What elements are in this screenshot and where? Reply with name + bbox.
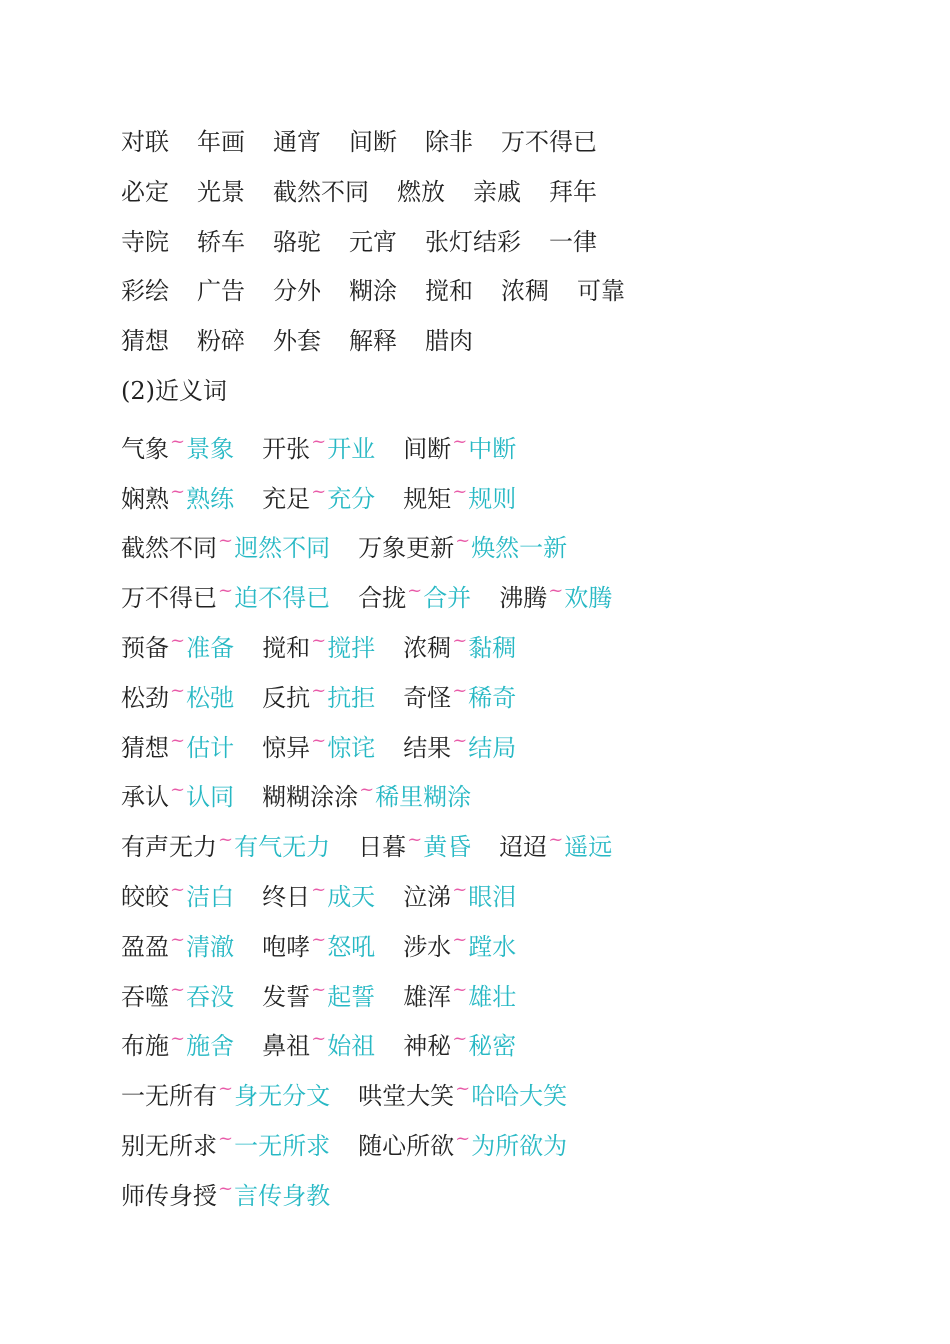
source-word: 规矩 [403, 484, 452, 513]
synonym-separator: ~ [548, 829, 564, 851]
synonym-separator: ~ [452, 878, 468, 900]
synonym-row [121, 1014, 901, 1064]
synonym-separator: ~ [359, 779, 375, 801]
source-word: 发誓 [262, 982, 311, 1011]
source-word: 万象更新 [358, 534, 455, 563]
vocabulary-word: 寺院 [121, 227, 169, 256]
synonym-separator: ~ [311, 1028, 327, 1050]
vocabulary-word: 对联 [121, 128, 169, 156]
synonym-word: 始祖 [327, 1032, 376, 1061]
vocabulary-word: 光景 [197, 177, 245, 206]
synonym-separator: ~ [170, 928, 186, 950]
synonyms-heading-line [121, 367, 901, 417]
synonym-word: 吞没 [186, 982, 235, 1011]
word-row [121, 267, 901, 317]
source-word: 糊糊涂涂 [262, 783, 359, 812]
source-word: 娴熟 [121, 484, 169, 513]
synonym-pair [358, 1114, 567, 1172]
source-word: 承认 [121, 783, 169, 812]
word-row [121, 317, 901, 367]
synonym-word: 成天 [327, 882, 376, 911]
synonym-separator: ~ [311, 928, 327, 950]
source-word: 随心所欲 [358, 1131, 455, 1160]
vocabulary-word: 年画 [197, 128, 245, 156]
vocabulary-word: 糊涂 [349, 277, 397, 306]
synonym-separator: ~ [170, 978, 186, 1000]
synonym-separator: ~ [170, 480, 186, 502]
synonym-separator: ~ [170, 729, 186, 751]
synonym-separator: ~ [452, 729, 468, 751]
synonym-word: 熟练 [186, 484, 235, 513]
document-page [121, 118, 901, 1214]
vocabulary-word: 亲戚 [473, 177, 521, 206]
vocabulary-word: 可靠 [577, 277, 625, 306]
synonym-word: 黏稠 [468, 633, 517, 662]
synonym-list [121, 417, 901, 1214]
vocabulary-word: 燃放 [397, 177, 445, 206]
source-word: 皎皎 [121, 882, 169, 911]
synonym-separator: ~ [407, 580, 423, 602]
synonym-word: 认同 [186, 783, 235, 812]
source-word: 猜想 [121, 733, 169, 762]
synonym-word: 秘密 [468, 1032, 517, 1061]
synonym-separator: ~ [218, 829, 234, 851]
source-word: 充足 [262, 484, 311, 513]
synonym-row [121, 716, 901, 766]
synonym-row [121, 815, 901, 865]
synonym-word: 结局 [468, 733, 517, 762]
synonym-separator: ~ [452, 629, 468, 651]
source-word: 结果 [403, 733, 452, 762]
synonym-row [121, 417, 901, 467]
synonym-word: 合并 [423, 584, 472, 613]
vocabulary-word: 一律 [549, 227, 597, 256]
synonym-word: 迥然不同 [234, 534, 331, 563]
synonym-separator: ~ [218, 580, 234, 602]
synonym-word: 眼泪 [468, 882, 517, 911]
synonym-row [121, 965, 901, 1015]
vocabulary-word: 万不得已 [501, 128, 597, 156]
synonym-separator: ~ [170, 679, 186, 701]
synonym-word: 迫不得已 [234, 584, 331, 613]
vocabulary-word: 猜想 [121, 327, 169, 356]
synonym-separator: ~ [548, 580, 564, 602]
source-word: 一无所有 [121, 1082, 217, 1111]
source-word: 万不得已 [121, 584, 217, 613]
vocabulary-word: 通宵 [273, 128, 321, 156]
synonyms-heading: (2)近义词 [121, 376, 227, 405]
vocabulary-word: 除非 [425, 128, 473, 156]
source-word: 日暮 [358, 833, 407, 862]
synonym-separator: ~ [452, 480, 468, 502]
source-word: 雄浑 [403, 982, 452, 1011]
synonym-separator: ~ [218, 1078, 234, 1100]
vocabulary-word: 分外 [273, 277, 321, 306]
source-word: 终日 [262, 882, 311, 911]
vocabulary-word: 张灯结彩 [425, 227, 521, 256]
synonym-separator: ~ [218, 530, 234, 552]
synonym-separator: ~ [170, 629, 186, 651]
source-word: 奇怪 [403, 683, 452, 712]
vocabulary-word: 浓稠 [501, 277, 549, 306]
synonym-word: 景象 [186, 434, 235, 463]
vocabulary-word: 搅和 [425, 277, 473, 306]
vocabulary-word: 间断 [349, 128, 397, 156]
source-word: 吞噬 [121, 982, 169, 1011]
source-word: 截然不同 [121, 534, 217, 563]
synonym-separator: ~ [452, 1028, 468, 1050]
source-word: 哄堂大笑 [358, 1082, 455, 1111]
vocabulary-word: 粉碎 [197, 327, 245, 356]
synonym-separator: ~ [311, 480, 327, 502]
synonym-word: 焕然一新 [471, 534, 568, 563]
synonym-separator: ~ [311, 878, 327, 900]
source-word: 师传身授 [121, 1181, 217, 1210]
synonym-separator: ~ [311, 629, 327, 651]
synonym-separator: ~ [452, 978, 468, 1000]
synonym-word: 开业 [327, 434, 376, 463]
vocabulary-word: 轿车 [197, 227, 245, 256]
word-row [121, 218, 901, 268]
synonym-word: 蹚水 [468, 932, 517, 961]
synonym-word: 惊诧 [327, 733, 376, 762]
synonym-word: 一无所求 [234, 1131, 331, 1160]
synonym-word: 黄昏 [423, 833, 472, 862]
source-word: 泣涕 [403, 882, 452, 911]
synonym-word: 搅拌 [327, 633, 376, 662]
source-word: 盈盈 [121, 932, 169, 961]
synonym-separator: ~ [452, 679, 468, 701]
source-word: 合拢 [358, 584, 407, 613]
synonym-word: 雄壮 [468, 982, 517, 1011]
synonym-separator: ~ [218, 1177, 234, 1199]
source-word: 搅和 [262, 633, 311, 662]
synonym-word: 清澈 [186, 932, 235, 961]
source-word: 神秘 [403, 1032, 452, 1061]
source-word: 有声无力 [121, 833, 217, 862]
vocabulary-word: 彩绘 [121, 277, 169, 306]
synonym-separator: ~ [455, 530, 471, 552]
vocabulary-word: 腊肉 [425, 327, 473, 356]
synonym-word: 稀奇 [468, 683, 517, 712]
synonym-word: 洁白 [186, 882, 235, 911]
synonym-separator: ~ [452, 430, 468, 452]
synonym-pair [121, 1164, 330, 1222]
source-word: 反抗 [262, 683, 311, 712]
source-word: 涉水 [403, 932, 452, 961]
synonym-row [121, 516, 901, 566]
source-word: 松劲 [121, 683, 169, 712]
synonym-separator: ~ [218, 1127, 234, 1149]
synonym-row [121, 566, 901, 616]
synonym-word: 遥远 [564, 833, 613, 862]
source-word: 浓稠 [403, 633, 452, 662]
source-word: 布施 [121, 1032, 169, 1061]
word-list [121, 118, 901, 367]
synonym-row [121, 666, 901, 716]
word-row [121, 118, 901, 168]
vocabulary-word: 骆驼 [273, 227, 321, 256]
synonym-word: 充分 [327, 484, 376, 513]
synonym-separator: ~ [452, 928, 468, 950]
synonym-word: 中断 [468, 434, 517, 463]
synonym-row [121, 467, 901, 517]
synonym-word: 抗拒 [327, 683, 376, 712]
vocabulary-word: 必定 [121, 177, 169, 206]
synonym-row [121, 1064, 901, 1114]
synonym-word: 欢腾 [564, 584, 613, 613]
vocabulary-word: 元宵 [349, 227, 397, 256]
synonym-separator: ~ [170, 779, 186, 801]
synonym-separator: ~ [170, 1028, 186, 1050]
vocabulary-word: 广告 [197, 277, 245, 306]
source-word: 惊异 [262, 733, 311, 762]
source-word: 鼻祖 [262, 1032, 311, 1061]
vocabulary-word: 解释 [349, 327, 397, 356]
source-word: 开张 [262, 434, 311, 463]
synonym-row [121, 1114, 901, 1164]
synonym-separator: ~ [455, 1127, 471, 1149]
synonym-word: 怒吼 [327, 932, 376, 961]
source-word: 别无所求 [121, 1131, 217, 1160]
synonym-separator: ~ [311, 729, 327, 751]
word-row [121, 168, 901, 218]
synonym-separator: ~ [170, 430, 186, 452]
synonym-word: 哈哈大笑 [471, 1082, 568, 1111]
synonym-separator: ~ [311, 430, 327, 452]
synonym-separator: ~ [311, 679, 327, 701]
synonym-word: 有气无力 [234, 833, 331, 862]
synonym-separator: ~ [455, 1078, 471, 1100]
synonym-row [121, 865, 901, 915]
synonym-word: 起誓 [327, 982, 376, 1011]
synonym-separator: ~ [170, 878, 186, 900]
synonym-row [121, 616, 901, 666]
source-word: 气象 [121, 434, 169, 463]
source-word: 间断 [403, 434, 452, 463]
synonym-word: 言传身教 [234, 1181, 331, 1210]
synonym-word: 稀里糊涂 [375, 783, 472, 812]
synonym-word: 规则 [468, 484, 517, 513]
synonym-word: 施舍 [186, 1032, 235, 1061]
source-word: 咆哮 [262, 932, 311, 961]
vocabulary-word: 外套 [273, 327, 321, 356]
synonym-word: 为所欲为 [471, 1131, 568, 1160]
synonym-word: 准备 [186, 633, 235, 662]
source-word: 迢迢 [499, 833, 548, 862]
synonym-separator: ~ [311, 978, 327, 1000]
vocabulary-word: 拜年 [549, 177, 597, 206]
synonym-separator: ~ [407, 829, 423, 851]
synonym-row [121, 915, 901, 965]
synonym-word: 松弛 [186, 683, 235, 712]
synonym-word: 身无分文 [234, 1082, 331, 1111]
source-word: 预备 [121, 633, 169, 662]
synonym-word: 估计 [186, 733, 235, 762]
vocabulary-word: 截然不同 [273, 177, 369, 206]
source-word: 沸腾 [499, 584, 548, 613]
